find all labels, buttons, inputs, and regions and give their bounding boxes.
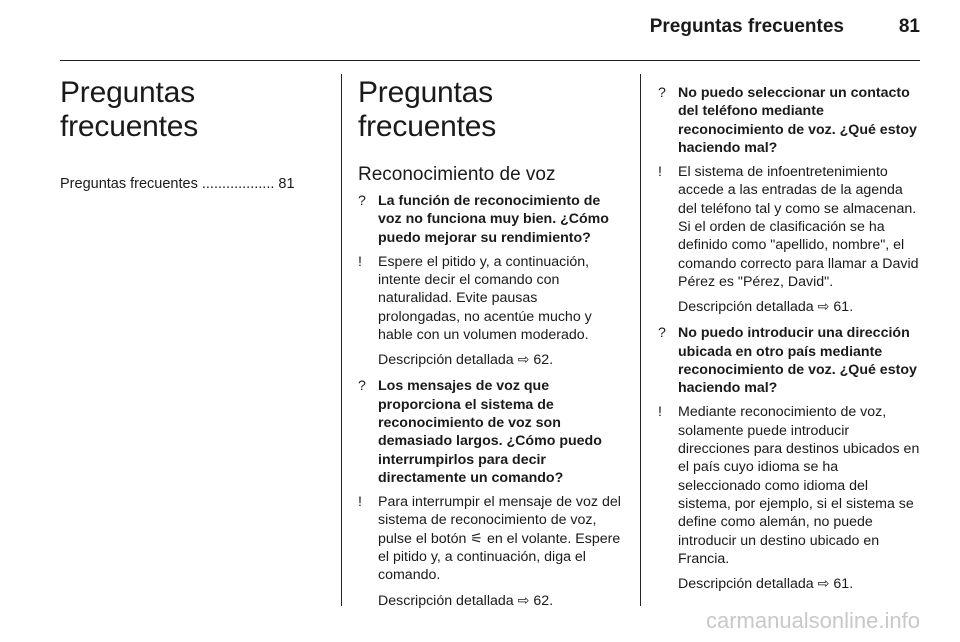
column-divider-1: [341, 74, 342, 606]
question-text: La función de reconocimiento de voz no funciona muy bien. ¿Cómo puedo mejorar su rendimiento?: [378, 193, 609, 246]
question-text: No puedo seleccionar un contacto del teléfono mediante reconocimiento de voz. ¿Qué estoy haciendo mal?: [678, 85, 917, 156]
answer-text: Para interrumpir el mensaje de voz del sistema de reconocimiento de voz, pulse el botón ⚟ en el volante. Espere el pitido y, a continuación, diga el comando.: [378, 494, 621, 584]
answer-1: [358, 253, 623, 344]
answer-text: Mediante reconocimiento de voz, solamente puede introducir direcciones para destinos ubicados en el país cuyo idioma se ha seleccionado como idioma del sistema, por ejemplo, si el sistema se define como alemán, no puede introducir un destino ubicado en Francia.: [678, 404, 920, 567]
question-3: [658, 84, 922, 157]
answer-4: [658, 403, 922, 568]
detail-reference[interactable]: Descripción detallada ⇨ 61.: [678, 299, 854, 316]
question-icon: ?: [358, 378, 366, 395]
content-column-2: [658, 78, 922, 601]
question-4: [658, 324, 922, 397]
page-title: Preguntas frecuentes: [358, 76, 497, 143]
section-heading: Reconocimiento de voz: [358, 164, 556, 185]
question-icon: ?: [358, 193, 366, 209]
detail-reference[interactable]: Descripción detallada ⇨ 61.: [678, 576, 854, 593]
answer-icon: !: [658, 164, 662, 181]
question-icon: ?: [658, 85, 666, 101]
page-number: 81: [898, 16, 920, 37]
answer-icon: !: [358, 494, 362, 511]
question-text: Los mensajes de voz que proporciona el sistema de reconocimiento de voz son demasiado largos. ¿Cómo puedo interrumpirlos para decir directamente un comando?: [378, 378, 602, 486]
question-icon: ?: [658, 325, 666, 342]
header-rule: [60, 60, 920, 61]
question-2: [358, 377, 623, 487]
toc-entry[interactable]: Preguntas frecuentes .................. 81: [60, 176, 295, 192]
answer-3: [658, 163, 922, 291]
chapter-title: Preguntas frecuentes: [60, 76, 199, 143]
answer-icon: !: [358, 253, 362, 270]
running-header-title: Preguntas frecuentes: [649, 16, 844, 37]
detail-reference[interactable]: Descripción detallada ⇨ 62.: [378, 352, 554, 369]
content-column-1: [358, 70, 623, 618]
toc-column: [60, 70, 330, 192]
answer-2: [358, 493, 623, 584]
question-1: [358, 192, 623, 247]
answer-text: Espere el pitido y, a continuación, intente decir el comando con naturalidad. Evite pausas prolongadas, no acentúe mucho y hable con un volumen moderado.: [378, 253, 592, 344]
detail-reference[interactable]: Descripción detallada ⇨ 62.: [378, 592, 554, 609]
answer-icon: !: [658, 404, 662, 421]
question-text: No puedo introducir una dirección ubicada en otro país mediante reconocimiento de voz. ¿Qué estoy haciendo mal?: [678, 325, 917, 397]
watermark: carmanualsonline.info: [705, 608, 920, 633]
column-divider-2: [640, 74, 641, 606]
answer-text: El sistema de infoentretenimiento accede a las entradas de la agenda del teléfono tal y como se almacenan. Si el orden de clasificación se ha definido como "apellido, nombre", el comando correcto para llamar a David Pérez es "Pérez, David".: [678, 164, 919, 290]
